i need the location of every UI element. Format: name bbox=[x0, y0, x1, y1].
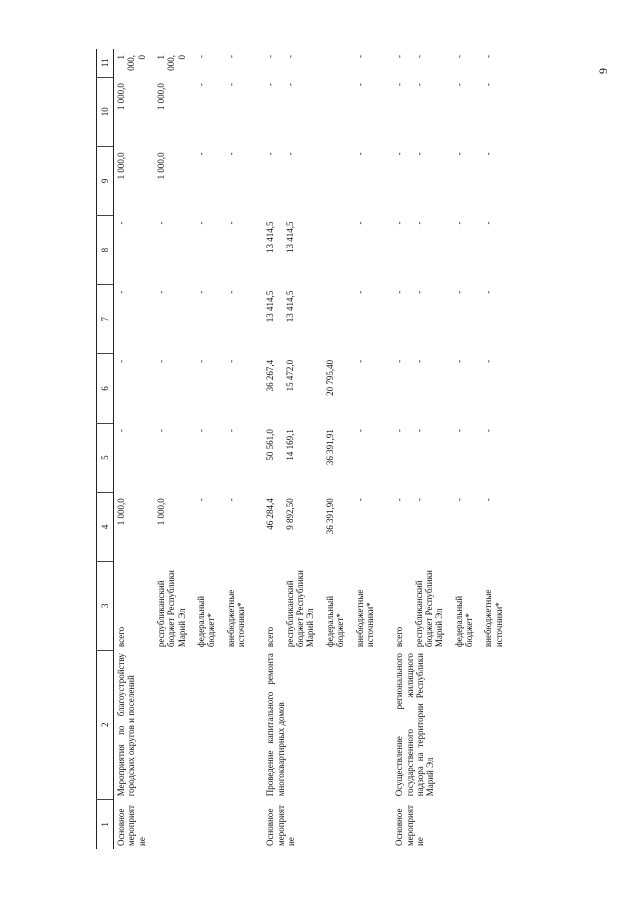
amount-cell: - bbox=[225, 429, 236, 433]
amount-cell: 13 414,5 bbox=[284, 290, 295, 323]
activity-name: Осуществление регионального государственного жилищного надзора на территории Республики Марий Эл bbox=[394, 653, 436, 797]
amount-cell: - bbox=[453, 429, 464, 433]
amount-cell: - bbox=[156, 221, 167, 225]
amount-cell: 1 000,0 bbox=[116, 83, 126, 111]
amount-cell: - bbox=[116, 429, 126, 433]
amount-cell: - bbox=[354, 152, 365, 156]
page-number: 9 bbox=[596, 68, 610, 74]
amount-cell: - bbox=[413, 498, 424, 502]
amount-cell: 36 391,90 bbox=[324, 498, 335, 535]
amount-cell: 36 391,91 bbox=[324, 429, 335, 466]
amount-cell: - bbox=[413, 290, 424, 294]
amount-cell: - bbox=[453, 359, 464, 363]
funding-source: всего bbox=[265, 626, 276, 648]
amount-cell: - bbox=[483, 221, 494, 225]
amount-cell: - bbox=[413, 152, 424, 156]
amount-cell bbox=[319, 49, 349, 77]
amount-cell: - bbox=[354, 429, 365, 433]
amount-cell: - bbox=[453, 498, 464, 502]
amount-cell: - bbox=[225, 290, 236, 294]
amount-cell: 36 267,4 bbox=[265, 359, 276, 392]
amount-cell: - bbox=[394, 55, 405, 58]
amount-cell: - bbox=[413, 429, 424, 433]
amount-cell: - bbox=[156, 290, 167, 294]
funding-source: республиканский бюджет Республики Марий Эл bbox=[284, 570, 316, 648]
funding-source: всего bbox=[116, 626, 126, 648]
amount-cell: - bbox=[453, 152, 464, 156]
amount-cell: 13 414,5 bbox=[265, 221, 276, 254]
amount-cell: - bbox=[196, 429, 207, 433]
amount-cell: - bbox=[284, 152, 295, 156]
amount-cell: - bbox=[196, 152, 207, 156]
amount-cell: - bbox=[196, 290, 207, 294]
amount-cell: - bbox=[354, 83, 365, 87]
amount-cell: 1 000,0 bbox=[156, 83, 167, 111]
amount-cell: - bbox=[394, 429, 405, 433]
funding-source: республиканский бюджет Республики Марий Эл bbox=[156, 570, 187, 648]
rotated-table-container bbox=[96, 49, 524, 849]
column-header-6: 6 bbox=[97, 354, 114, 423]
amount-cell: - bbox=[354, 55, 365, 58]
amount-cell: - bbox=[394, 83, 405, 87]
amount-cell: 1 000,0 bbox=[116, 498, 126, 526]
column-header-7: 7 bbox=[97, 285, 114, 354]
amount-cell bbox=[319, 285, 349, 354]
amount-cell: - bbox=[453, 55, 464, 58]
amount-cell: - bbox=[483, 498, 494, 502]
activity-name: Проведение капитального ремонта многоквартирных домов bbox=[265, 653, 286, 797]
amount-cell: 13 414,5 bbox=[284, 221, 295, 254]
table-row bbox=[114, 49, 151, 849]
funding-source: федеральный бюджет* bbox=[196, 595, 217, 648]
funding-source: федеральный бюджет* bbox=[453, 595, 474, 648]
funding-source: федеральный бюджет* bbox=[324, 595, 346, 648]
table-row bbox=[378, 49, 407, 849]
amount-cell: - bbox=[225, 221, 236, 225]
amount-cell: - bbox=[265, 152, 276, 156]
amount-cell: 1 000,0 bbox=[156, 498, 167, 526]
funding-source: всего bbox=[394, 626, 405, 648]
amount-cell: - bbox=[413, 359, 424, 363]
amount-cell: - bbox=[394, 152, 405, 156]
amount-cell: - bbox=[354, 498, 365, 502]
amount-cell: - bbox=[483, 290, 494, 294]
amount-cell: - bbox=[354, 221, 365, 225]
amount-cell: 46 284,4 bbox=[265, 498, 276, 530]
funding-source: республиканский бюджет Республики Марий Эл bbox=[413, 570, 445, 648]
amount-cell: - bbox=[354, 359, 365, 363]
column-header-1: 1 bbox=[97, 799, 114, 849]
column-header-5: 5 bbox=[97, 423, 114, 492]
amount-cell: - bbox=[483, 83, 494, 87]
amount-cell: - bbox=[483, 55, 494, 58]
amount-cell: - bbox=[225, 359, 236, 363]
amount-cell: 50 561,0 bbox=[265, 429, 276, 461]
table-body bbox=[114, 49, 507, 849]
column-header-9: 9 bbox=[97, 146, 114, 215]
amount-cell: 20 795,40 bbox=[324, 359, 335, 396]
column-header-3: 3 bbox=[97, 561, 114, 650]
amount-cell: 1 000,0 bbox=[156, 152, 167, 180]
funding-source: внебюджетные источники* bbox=[225, 589, 247, 648]
activity-type: Основное мероприятие bbox=[116, 805, 147, 846]
column-header-11: 11 bbox=[97, 49, 114, 77]
amount-cell: - bbox=[483, 429, 494, 433]
amount-cell: - bbox=[156, 359, 167, 363]
amount-cell: - bbox=[265, 55, 276, 58]
amount-cell: 13 414,5 bbox=[265, 290, 276, 323]
amount-cell: 14 169,1 bbox=[284, 429, 295, 461]
budget-table bbox=[96, 49, 507, 849]
amount-cell: - bbox=[116, 290, 126, 294]
activity-type: Основное мероприятие bbox=[394, 805, 425, 846]
amount-cell: - bbox=[394, 498, 405, 502]
amount-cell: - bbox=[453, 221, 464, 225]
amount-cell: - bbox=[453, 290, 464, 294]
column-header-8: 8 bbox=[97, 216, 114, 285]
amount-cell: - bbox=[156, 429, 167, 433]
amount-cell: - bbox=[196, 55, 207, 58]
funding-source: внебюджетные источники* bbox=[483, 589, 504, 648]
amount-cell: - bbox=[284, 83, 295, 87]
column-header-4: 4 bbox=[97, 492, 114, 561]
column-header-2: 2 bbox=[97, 650, 114, 799]
amount-cell: - bbox=[413, 55, 424, 58]
amount-cell: - bbox=[116, 221, 126, 225]
activity-type: Основное мероприятие bbox=[265, 805, 297, 846]
amount-cell bbox=[319, 216, 349, 285]
amount-cell: - bbox=[225, 55, 236, 58]
amount-cell: - bbox=[394, 290, 405, 294]
header-row bbox=[97, 49, 114, 849]
amount-cell: - bbox=[265, 83, 276, 87]
amount-cell: - bbox=[483, 152, 494, 156]
amount-cell: - bbox=[196, 83, 207, 87]
amount-cell: 15 472,0 bbox=[284, 359, 295, 392]
amount-cell: - bbox=[453, 83, 464, 87]
amount-cell bbox=[319, 146, 349, 215]
amount-cell: - bbox=[394, 221, 405, 225]
amount-cell: - bbox=[284, 55, 295, 58]
amount-cell: 1 000,0 bbox=[156, 55, 187, 71]
amount-cell: 1 000,0 bbox=[116, 55, 147, 71]
amount-cell: - bbox=[394, 359, 405, 363]
amount-cell: - bbox=[196, 221, 207, 225]
amount-cell: - bbox=[196, 359, 207, 363]
amount-cell: - bbox=[483, 359, 494, 363]
amount-cell: - bbox=[413, 221, 424, 225]
activity-name: Мероприятия по благоустройству городских округов и поселений bbox=[116, 653, 137, 797]
amount-cell: 1 000,0 bbox=[116, 152, 126, 180]
column-header-10: 10 bbox=[97, 77, 114, 146]
amount-cell: - bbox=[225, 152, 236, 156]
amount-cell: - bbox=[116, 359, 126, 363]
amount-cell: - bbox=[354, 290, 365, 294]
table-row bbox=[249, 49, 278, 849]
amount-cell: - bbox=[196, 498, 207, 502]
amount-cell: - bbox=[225, 498, 236, 502]
funding-source: внебюджетные источники* bbox=[354, 589, 375, 648]
amount-cell: 9 892,50 bbox=[284, 498, 295, 530]
amount-cell bbox=[319, 77, 349, 146]
amount-cell: - bbox=[413, 83, 424, 87]
amount-cell: - bbox=[225, 83, 236, 87]
